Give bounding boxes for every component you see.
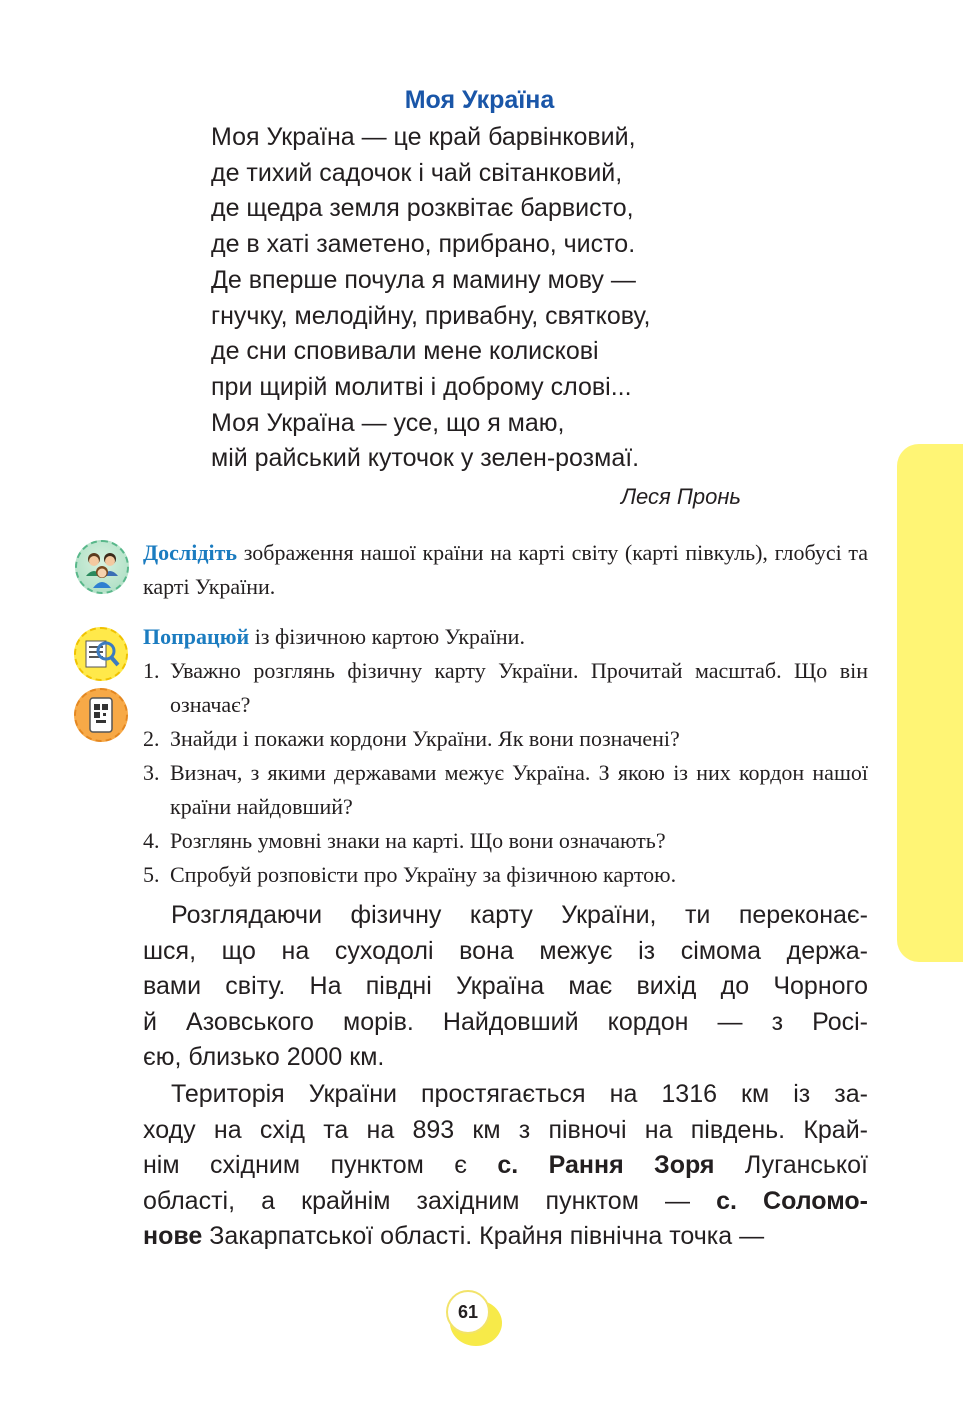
poem-line: Де вперше почула я мамину мову — xyxy=(211,265,636,294)
list-item: 1. Уважно розглянь фізичну карту України. Прочитай масштаб. Що він означає? xyxy=(143,658,868,717)
list-item: 3. Визнач, з якими державами межує Україна. З якою із них кордон нашої країни найдовший? xyxy=(143,760,868,819)
list-item: 2. Знайди і покажи кордони України. Як вони позначені? xyxy=(143,726,680,751)
list-item: 4. Розглянь умовні знаки на карті. Що вони означають? xyxy=(143,828,666,853)
task-work xyxy=(143,620,868,654)
poem-line: де тихий садочок і чай світанковий, xyxy=(211,158,623,187)
paragraph-borders: Розглядаючи фізичну карту України, ти переконає- шся, що на суходолі вона межує із сімома держа- вами світу. На півдні Україна має вихід до Чорного й Азовського морів. Найдовший кордон — з Росі- єю, близько 2000 км. xyxy=(143,901,868,1071)
poem-text xyxy=(211,120,650,477)
task-text: зображення нашої країни на карті світу (карті півкуль), глобусі та карті України. xyxy=(143,540,868,599)
place-rannia-zoria: с. Рання Зоря xyxy=(497,1151,715,1179)
poem-line: гнучку, мелодійну, привабну, святкову, xyxy=(211,301,651,330)
poem-author: Леся Пронь xyxy=(620,484,741,509)
poem-line: де в хаті заметено, прибрано, чисто. xyxy=(211,230,636,259)
task-explore xyxy=(143,536,868,604)
qr-phone-icon xyxy=(74,688,128,742)
task-keyword: Попрацюй xyxy=(143,624,250,649)
poem-line: де щедра земля розквітає барвисто, xyxy=(211,194,634,223)
poem-line: при щирій молитві і доброму слові... xyxy=(211,372,632,401)
magnifier-icon xyxy=(74,627,128,681)
task-keyword: Дослідіть xyxy=(143,540,238,565)
poem-line: Моя Україна — усе, що я маю, xyxy=(211,408,565,437)
poem-title: Моя Україна xyxy=(404,86,555,114)
page-number: 61 xyxy=(446,1290,490,1334)
list-item: 5. Спробуй розповісти про Україну за фізичною картою. xyxy=(143,862,677,887)
poem-line: де сни сповивали мене колискові xyxy=(211,337,599,366)
poem-line: мій райський куточок у зелен-розмаї. xyxy=(211,444,640,473)
students-icon xyxy=(75,540,129,594)
poem-line: Моя Україна — це край барвінковий, xyxy=(211,123,636,151)
side-tab-marker xyxy=(897,444,963,962)
task-text: із фізичною картою України. xyxy=(249,624,525,649)
place-solomonove: с. Соломо- xyxy=(716,1186,868,1215)
task-list xyxy=(143,654,868,892)
paragraph-territory: Територія України простягається на 1316 км із за- ходу на схід та на 893 км з півночі на південь. Край- нім східним пунктом є с. Рання Зоря Луганської області, а крайнім західним пунктом — с. Соломо- нове Закарпатської області. Крайня північна точка — xyxy=(143,1080,868,1250)
